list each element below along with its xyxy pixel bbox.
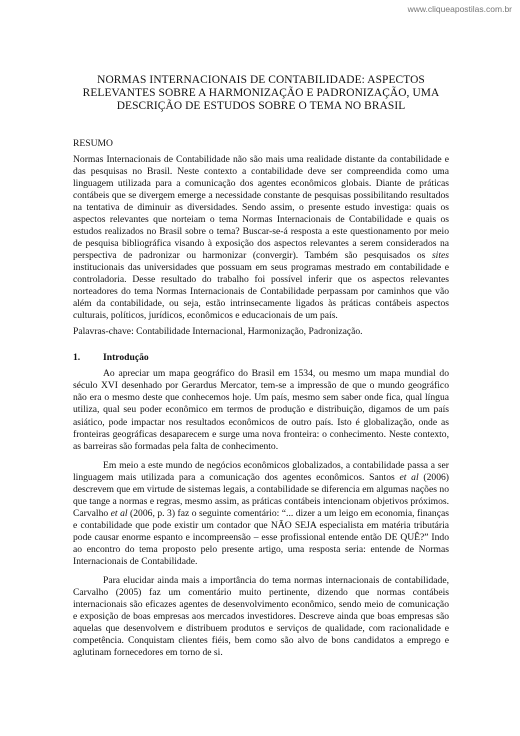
title-line-2: RELEVANTES SOBRE A HARMONIZAÇÃO E PADRONIZAÇÃO, UMA: [82, 87, 440, 100]
paper-title: [73, 74, 449, 114]
body-paragraph-2: [73, 460, 449, 568]
et-al-term-1: et al: [399, 471, 419, 483]
watermark-url: www.cliqueapostilas.com.br: [407, 4, 512, 14]
paragraph-2-part-a: Em meio a este mundo de negócios econômicos globalizados, a contabilidade passa a ser linguagem mais utilizada para a comunicação dos agentes econômicos. Santos: [73, 459, 449, 483]
abstract-sites-term: sites: [431, 249, 449, 261]
keywords: Palavras-chave: Contabilidade Internacional, Harmonização, Padronização.: [73, 326, 363, 338]
title-line-3: DESCRIÇÃO DE ESTUDOS SOBRE O TEMA NO BRASIL: [116, 100, 406, 113]
abstract-part-1: Normas Internacionais de Contabilidade não são mais uma realidade distante da contabilidade e das pesquisas no Brasil. Neste contexto a contabilidade deve ser compreendida como uma linguagem utilizada para a comunicação dos agentes econômicos globais. Diante de práticas contábeis que se divergem emerge a necessidade constante de pesquisas possibilitando resultados na tentativa de diminuir as diversidades. Sendo assim, o presente estudo investiga: quais os aspectos relevantes que norteiam o tema Normas Internacionais de Contabilidade e quais os estudos realizados no Brasil sobre o tema? Buscar-se-á resposta a este questionamento por meio de pesquisa bibliográfica visando à exposição dos aspectos relevantes a serem considerados na perspectiva de padronizar ou harmonizar (convergir). Também são pesquisados os: [73, 153, 449, 261]
paragraph-2-part-b: (2006) descrevem que em virtude de sistemas legais, a contabilidade se diferencia em algumas nações no que tange a normas e regras, mesmo assim, as práticas contábeis intencionam objetivos próximos. Carvalho: [73, 471, 449, 519]
section-heading: [73, 352, 449, 363]
abstract-text: [73, 154, 449, 323]
abstract-heading: RESUMO: [73, 137, 113, 149]
section-number: 1.: [73, 352, 81, 364]
body-paragraph-1: Ao apreciar um mapa geográfico do Brasil em 1534, ou mesmo um mapa mundial do século XVI desenhado por Gerardus Mercator, tem-se a impressão de que o mundo geográfico não era o mesmo deste que conhecemos hoje. Um país, mesmo sem saber onde fica, qual língua utiliza, qual seu poder econômico em termos de produção e distribuição, digamos de um país asiático, pode impactar nos resultados econômicos de outro país. Isto é globalização, onde as fronteiras geográficas desaparecem e surge uma nova fronteira: o conhecimento. Neste contexto, as barreiras são formadas pela falta de conhecimento.: [73, 368, 449, 452]
paragraph-2-part-c: (2006, p. 3) faz o seguinte comentário: “... dizer a um leigo em economia, finanças e contabilidade que pode existir um contador que NÃO SEJA especialista em matéria tributária pode causar enorme espanto e incompreensão – esse profissional entende então DE QUÊ?” Indo ao encontro do tema proposto pelo presente artigo, uma resposta seria: entende de Normas Internacionais de Contabilidade.: [73, 507, 449, 568]
et-al-term-2: et al: [110, 507, 128, 519]
body-paragraph-3: Para elucidar ainda mais a importância do tema normas internacionais de contabilidade, Carvalho (2005) faz um comentário muito pertinente, dizendo que normas contábeis internacionais são eficazes agentes de desenvolvimento econômico, sendo meio de comunicação e exposição de boas empresas aos mercados investidores. Descreve ainda que boas empresas são aquelas que desenvolvem e distribuem produtos e serviços de qualidade, com racionalidade e competência. Conquistam clientes fiéis, bem como são alvo de bons candidatos a emprego e aglutinam fornecedores em torno de si.: [73, 575, 449, 659]
title-line-1: NORMAS INTERNACIONAIS DE CONTABILIDADE: ASPECTOS: [97, 74, 425, 86]
section-title: Introdução: [103, 352, 149, 364]
abstract-part-2: institucionais das universidades que possuam em seus programas mestrado em contabilidade e controladoria. Desse resultado do trabalho foi possível inferir que os aspectos relevantes norteadores do tema Normas Internacionais de Contabilidade perpassam por caminhos que vão além da contabilidade, ou seja, estão intrinsecamente ligados às práticas contábeis aspectos culturais, políticos, jurídicos, econômicos e educacionais de um país.: [73, 262, 449, 322]
document-page: [73, 74, 449, 666]
